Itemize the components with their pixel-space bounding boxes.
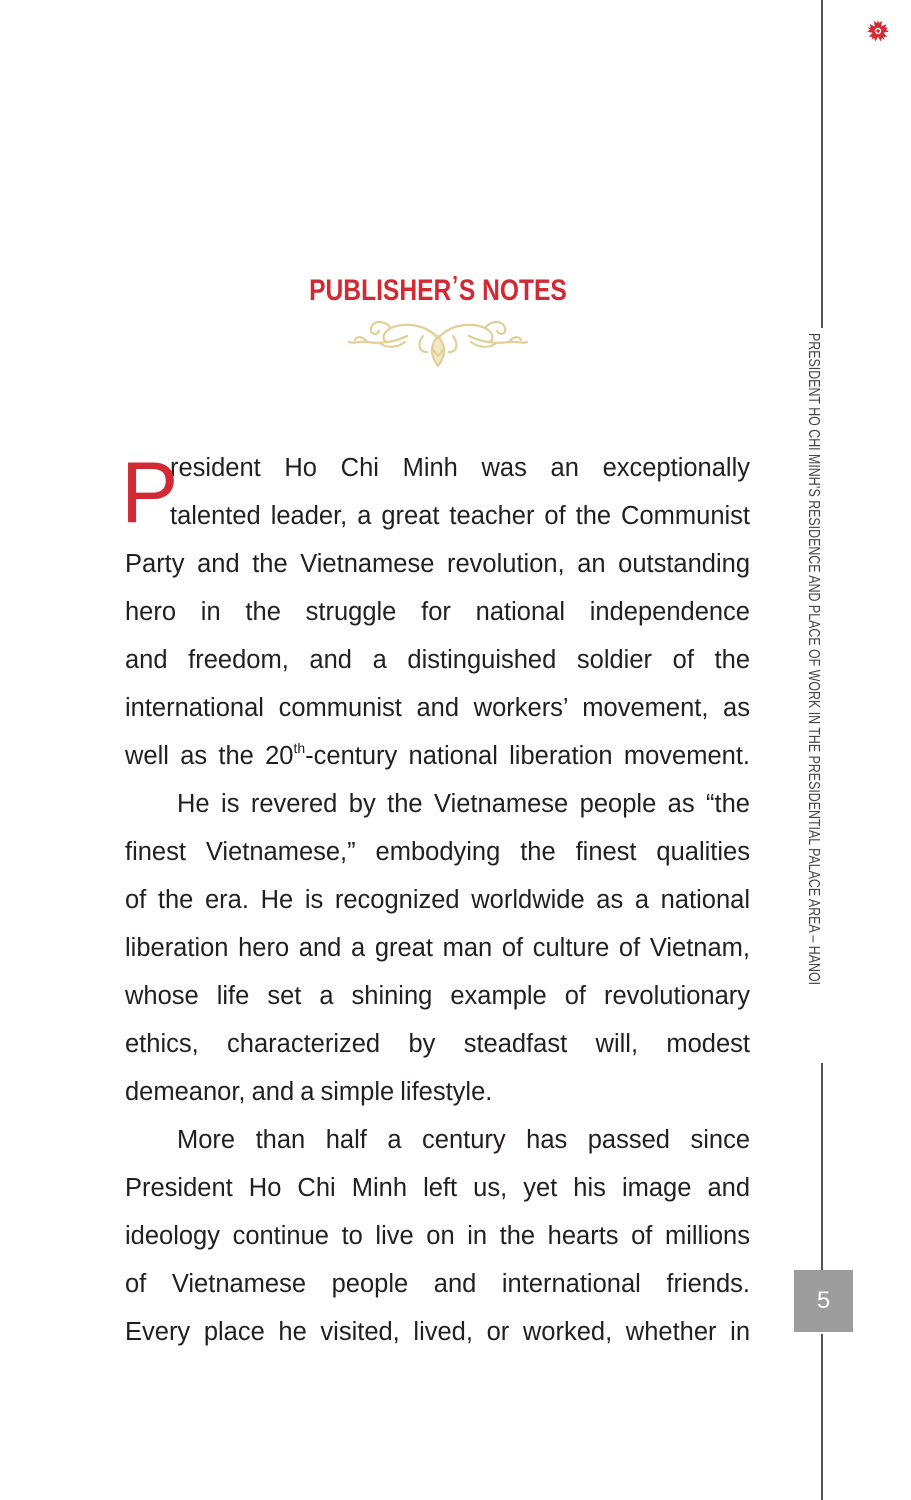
paragraph [125,1116,750,1356]
text-line: international communist and workers’ movement, as [125,694,750,722]
ordinal-superscript: th [293,739,306,756]
paragraph [125,444,750,780]
text-line: Every place he visited, lived, or worked, whether in [125,1318,750,1346]
text-line: of Vietnamese people and international friends. [125,1270,750,1298]
running-title-text: PRESIDENT HO CHI MINH’S RESIDENCE AND PLACE OF WORK IN THE PRESIDENTIAL PALACE AREA – HANOI [805,333,822,986]
text-line: ideology continue to live on in the hearts of millions [125,1222,750,1250]
text-line: whose life set a shining example of revolutionary [125,982,750,1010]
text-line: and freedom, and a distinguished soldier of the [125,646,750,674]
text-line: talented leader, a great teacher of the Communist [170,502,750,530]
text-line [125,732,750,780]
page-title [79,270,797,308]
page-title-part1: PUBLISHER [309,274,452,307]
text-line: demeanor, and a simple lifestyle. [125,1078,493,1106]
text-segment: -century national liberation movement. [305,742,750,770]
page-title-apostrophe: ’ [452,270,459,300]
margin-rule-top [821,0,823,328]
paragraph [125,780,750,1116]
text-segment: well as the 20 [125,742,294,770]
drop-cap: P [121,445,179,541]
text-line: hero in the struggle for national independence [125,598,750,626]
text-line: Party and the Vietnamese revolution, an outstanding [125,550,750,578]
margin-rule-middle [821,1063,823,1270]
text-line: ethics, characterized by steadfast will, modest [125,1030,750,1058]
text-line: He is revered by the Vietnamese people as “the [177,790,750,818]
text-line: More than half a century has passed since [177,1126,750,1154]
flourish-ornament-icon [345,314,531,370]
page-number: 5 [816,1287,831,1314]
flower-emblem-icon [866,19,890,43]
text-line: President Ho Chi Minh left us, yet his image and [125,1174,750,1202]
page-title-part2: S NOTES [458,274,567,307]
text-line: resident Ho Chi Minh was an exceptionally [170,454,750,482]
text-line: of the era. He is recognized worldwide as a national [125,886,750,914]
body-text [121,444,750,1356]
text-line: finest Vietnamese,” embodying the finest qualities [125,838,750,866]
margin-rule-bottom [821,1334,823,1500]
text-line: liberation hero and a great man of culture of Vietnam, [125,934,750,962]
page-number-box [794,1270,853,1332]
